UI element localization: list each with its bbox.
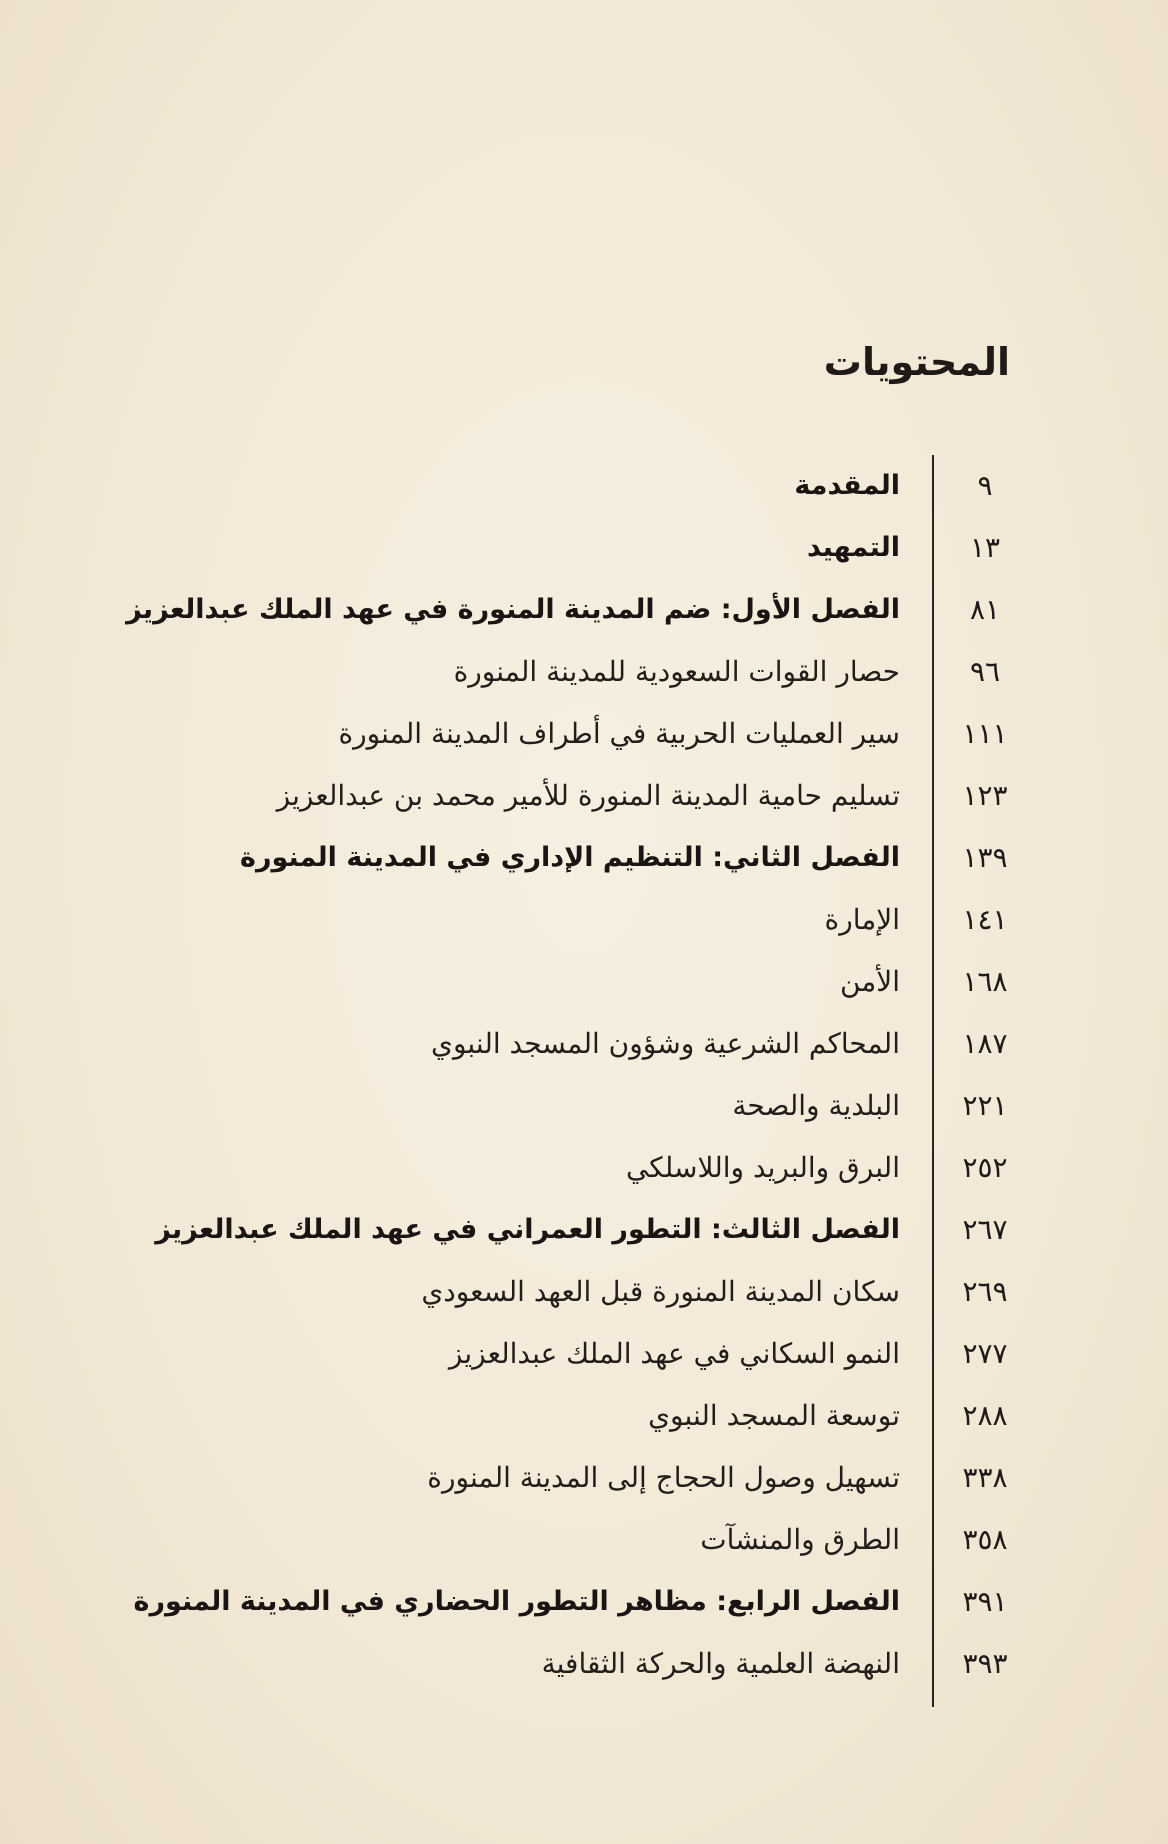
contents-entry (250, 1447, 1020, 1509)
page-number: ٣٥٨ (962, 1523, 1008, 1556)
page-number: ١٣٩ (962, 841, 1008, 874)
contents-entry (250, 1509, 1020, 1571)
section-title: البلدية والصحة (732, 1089, 900, 1122)
chapter-title: الفصل الرابع: مظاهر التطور الحضاري في المدينة المنورة (133, 1586, 900, 1617)
contents-entry (250, 1013, 1020, 1075)
contents-entry (250, 1633, 1020, 1695)
contents-entry (250, 641, 1020, 703)
contents-entry (250, 765, 1020, 827)
section-title: تسهيل وصول الحجاج إلى المدينة المنورة (427, 1461, 900, 1494)
page-number: ٢٨٨ (962, 1399, 1008, 1432)
section-title: النمو السكاني في عهد الملك عبدالعزيز (448, 1337, 900, 1370)
chapter-title: المقدمة (794, 470, 900, 501)
section-title: الأمن (839, 965, 900, 998)
section-title: الإمارة (824, 903, 900, 936)
section-title: سكان المدينة المنورة قبل العهد السعودي (421, 1275, 900, 1308)
page-number: ٢٧٧ (962, 1337, 1008, 1370)
section-title: حصار القوات السعودية للمدينة المنورة (453, 655, 900, 688)
section-title: الطرق والمنشآت (700, 1523, 900, 1556)
chapter-title: التمهيد (807, 532, 900, 563)
chapter-title: الفصل الأول: ضم المدينة المنورة في عهد الملك عبدالعزيز (126, 594, 900, 625)
page-number: ٨١ (969, 593, 1001, 626)
section-title: النهضة العلمية والحركة الثقافية (541, 1647, 900, 1680)
contents-entry (240, 827, 1020, 889)
section-title: المحاكم الشرعية وشؤون المسجد النبوي (431, 1027, 900, 1060)
contents-entry (250, 1261, 1020, 1323)
page-number: ٢٦٧ (962, 1213, 1008, 1246)
page-number: ٩ (977, 469, 993, 502)
section-title: سير العمليات الحربية في أطراف المدينة المنورة (338, 717, 900, 750)
section-title: البرق والبريد واللاسلكي (625, 1151, 900, 1184)
page-number: ٢٥٢ (962, 1151, 1008, 1184)
chapter-title: الفصل الثاني: التنظيم الإداري في المدينة المنورة (240, 842, 900, 873)
page-number: ٣٩٣ (962, 1647, 1008, 1680)
contents-entry (250, 951, 1020, 1013)
contents-entry (155, 1199, 1020, 1261)
chapter-title: الفصل الثالث: التطور العمراني في عهد الملك عبدالعزيز (155, 1214, 900, 1245)
contents-entry (250, 1075, 1020, 1137)
contents-entry (126, 579, 1020, 641)
contents-entry (250, 889, 1020, 951)
page-number: ١٢٣ (962, 779, 1008, 812)
contents-entry (250, 455, 1020, 517)
contents-entry (250, 1137, 1020, 1199)
contents-entry (250, 1385, 1020, 1447)
page-number: ٩٦ (969, 655, 1001, 688)
page-number: ١٤١ (962, 903, 1008, 936)
page-number: ٣٣٨ (962, 1461, 1008, 1494)
page-number: ١٦٨ (962, 965, 1008, 998)
section-title: توسعة المسجد النبوي (648, 1399, 900, 1432)
contents-entry (250, 703, 1020, 765)
page-number: ١٨٧ (962, 1027, 1008, 1060)
page-number: ١١١ (962, 717, 1008, 750)
section-title: تسليم حامية المدينة المنورة للأمير محمد بن عبدالعزيز (276, 779, 900, 812)
page-number: ١٣ (969, 531, 1001, 564)
page-number: ٣٩١ (962, 1585, 1008, 1618)
contents-entry (250, 1323, 1020, 1385)
page-title: المحتويات (823, 340, 1010, 384)
contents-list (126, 455, 1020, 1695)
contents-entry (250, 517, 1020, 579)
page-number: ٢٦٩ (962, 1275, 1008, 1308)
contents-entry (133, 1571, 1020, 1633)
page-number: ٢٢١ (962, 1089, 1008, 1122)
